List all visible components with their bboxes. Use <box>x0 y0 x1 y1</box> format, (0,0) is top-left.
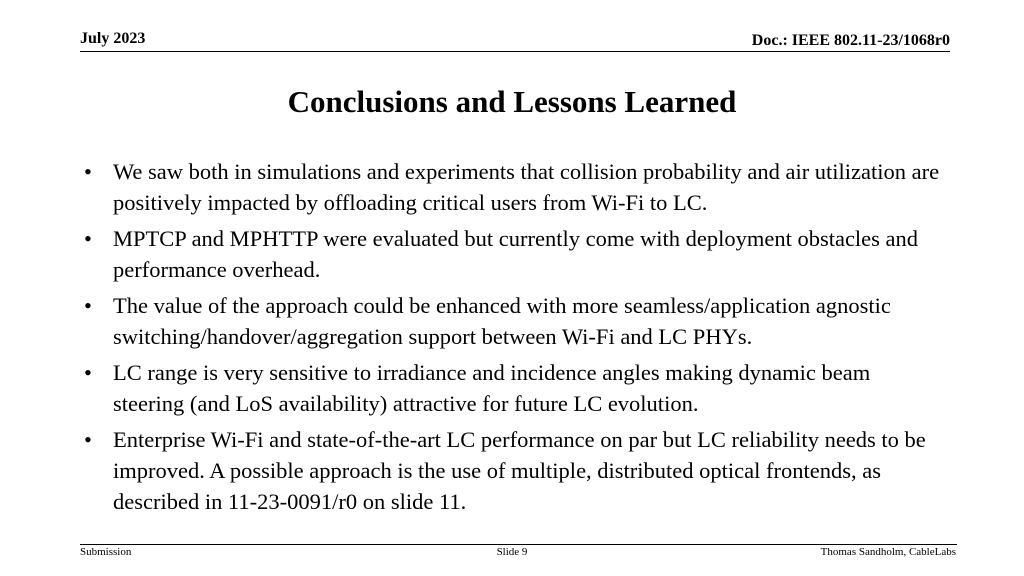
bullet-item <box>84 357 944 419</box>
bullet-text: LC range is very sensitive to irradiance and incidence angles making dynamic beam steering (and LoS availability) attractive for future LC evolution. <box>113 360 871 416</box>
header-doc-id: Doc.: IEEE 802.11-23/1068r0 <box>751 32 950 49</box>
header-date: July 2023 <box>80 30 146 47</box>
bullet-list <box>84 156 944 522</box>
bullet-marker: • <box>84 427 92 452</box>
footer-author: Thomas Sandholm, CableLabs <box>820 546 956 558</box>
slide-title: Conclusions and Lessons Learned <box>287 84 737 119</box>
bullet-text: MPTCP and MPHTTP were evaluated but currently come with deployment obstacles and performance overhead. <box>113 226 919 282</box>
bullet-item <box>84 290 944 352</box>
bullet-text: We saw both in simulations and experiments that collision probability and air utilization are positively impacted by offloading critical users from Wi-Fi to LC. <box>113 159 940 215</box>
footer-slide-number: Slide 9 <box>496 546 528 558</box>
bullet-text: Enterprise Wi-Fi and state-of-the-art LC performance on par but LC reliability needs to be improved. A possible approach is the use of multiple, distributed optical frontends, as described in 11-23-0091/r0 on slide 11. <box>113 427 926 514</box>
bullet-marker: • <box>84 159 92 184</box>
bullet-item <box>84 424 944 517</box>
bullet-text: The value of the approach could be enhanced with more seamless/application agnostic switching/handover/aggregation support between Wi-Fi and LC PHYs. <box>113 293 891 349</box>
bullet-item <box>84 156 944 218</box>
bullet-marker: • <box>84 360 92 385</box>
footer-divider <box>80 544 957 545</box>
header-divider <box>80 51 950 52</box>
bullet-marker: • <box>84 293 92 318</box>
footer-submission: Submission <box>80 546 132 558</box>
bullet-marker: • <box>84 226 92 251</box>
bullet-item <box>84 223 944 285</box>
